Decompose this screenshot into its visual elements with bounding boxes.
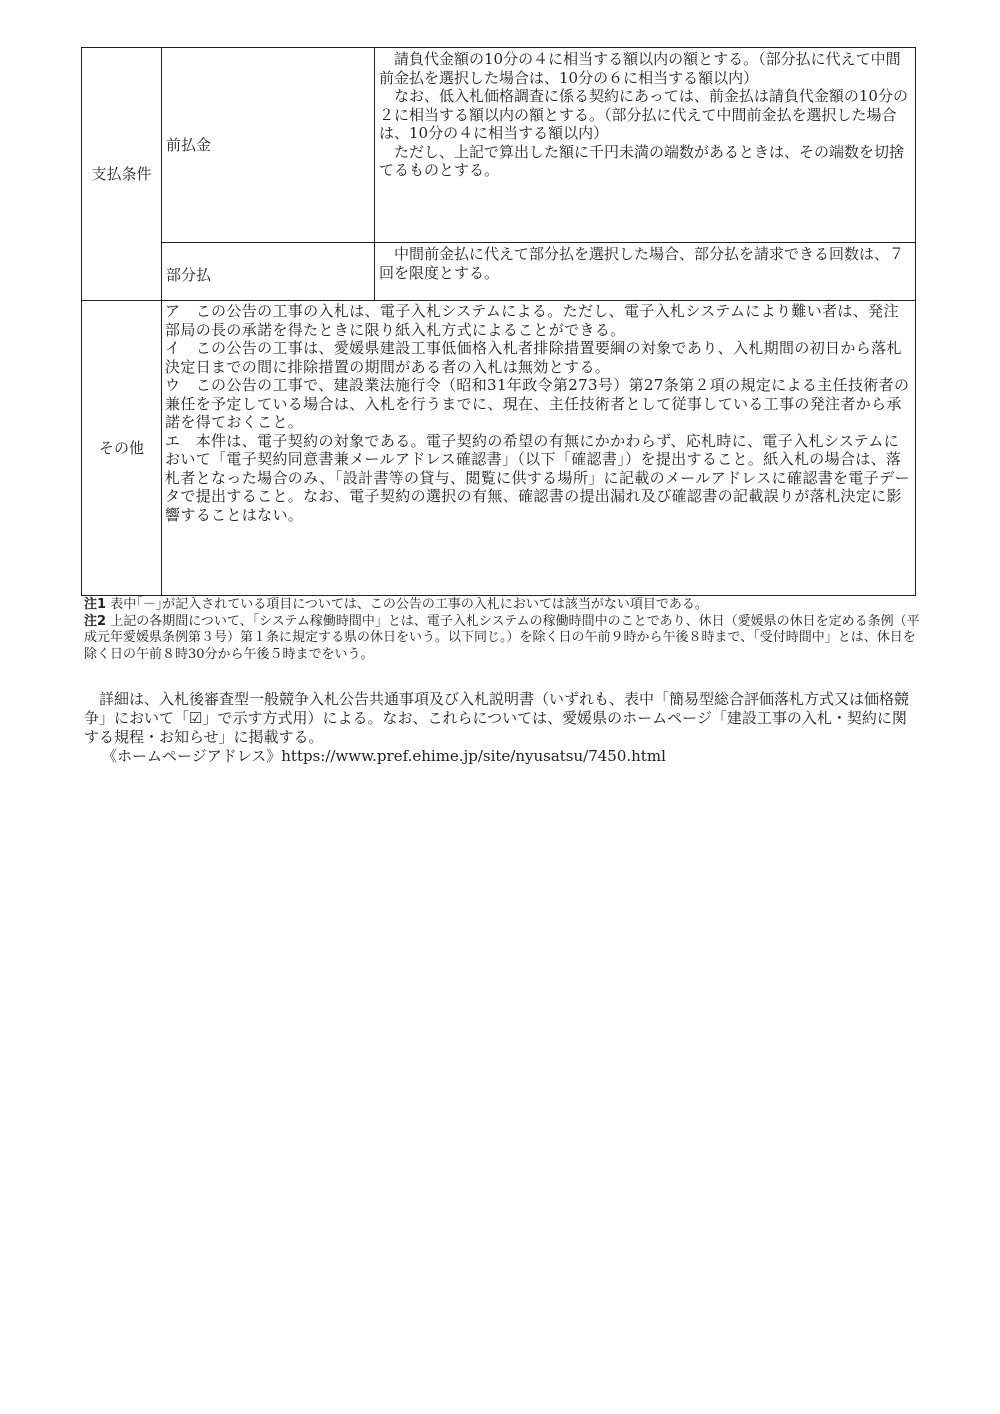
advance-payment-line: 請負代金額の10分の４に相当する額以内の額とする。（部分払に代えて中間前金払を選択した場合は、10分の６に相当する額以内） [379,50,901,87]
partial-payment-row [82,243,916,301]
note-2-label: 注2 [84,613,107,629]
other-item: エ 本件は、電子契約の対象である。電子契約の希望の有無にかかわらず、応札時に、電子入札システムにおいて「電子契約同意書兼メールアドレス確認書」（以下「確認書」）を提出すること。紙入札の場合は、落札者となった場合のみ、「設計書等の貸与、閲覧に供する場所」に記載のメールアドレスに確認書を電子データで提出すること。なお、電子契約の選択の有無、確認書の提出漏れ及び確認書の記載誤りが落札決定に影響することはない。 [165,431,910,524]
other-item: ウ この公告の工事で、建設業法施行令（昭和31年政令第273号）第27条第２項の規定による主任技術者の兼任を予定している場合は、入札を行うまでに、現在、主任技術者として従事している工事の発注者から承諾を得ておくこと。 [165,376,910,431]
conditions-table [81,47,916,596]
note-1 [84,597,924,614]
advance-payment-label: 前払金 [162,48,375,243]
other-row [82,301,916,596]
detail-paragraph: 詳細は、入札後審査型一般競争入札公告共通事項及び入札説明書（いずれも、表中「簡易型総合評価落札方式又は価格競争」において「☑」で示す方式用）による。なお、これらについては、愛媛県のホームページ「建設工事の入札・契約に関する規程・お知らせ」に掲載する。 [84,690,910,746]
partial-payment-label: 部分払 [162,243,375,301]
other-item: イ この公告の工事は、愛媛県建設工事低価格入札者排除措置要綱の対象であり、入札期間の初日から落札決定日までの間に排除措置の期間がある者の入札は無効とする。 [165,339,902,376]
note-2 [84,614,924,664]
other-label: その他 [82,301,162,596]
other-item: ア この公告の工事の入札は、電子入札システムによる。ただし、電子入札システムにより難い者は、発注部局の長の承諾を得たときに限り紙入札方式によることができる。 [165,302,899,339]
advance-payment-line: なお、低入札価格調査に係る契約にあっては、前金払は請負代金額の10分の２に相当する額以内の額とする。（部分払に代えて中間前金払を選択した場合は、10分の４に相当する額以内） [379,87,908,142]
advance-payment-line: ただし、上記で算出した額に千円未満の端数があるときは、その端数を切捨てるものとする。 [379,142,905,179]
partial-payment-text: 中間前金払に代えて部分払を選択した場合、部分払を請求できる回数は、７回を限度とする。 [379,245,905,282]
note-1-text: 表中｢－｣が記入されている項目については、この公告の工事の入札においては該当がない項目である。 [110,597,708,612]
partial-payment-content [375,243,916,301]
note-2-text: 上記の各期間について、「システム稼働時間中」とは、電子入札システムの稼働時間中のことであり、休日（愛媛県の休日を定める条例（平成元年愛媛県条例第３号）第１条に規定する県の休日をいう。以下同じ。）を除く日の午前９時から午後８時まで、「受付時間中」とは、休日を除く日の午前８時30分から午後５時までをいう。 [84,613,920,662]
advance-payment-content [375,48,916,243]
detail-section [84,690,914,766]
notes-section [84,597,924,663]
advance-payment-row [82,48,916,243]
note-1-label: 注1 [84,597,107,612]
payment-conditions-label: 支払条件 [82,48,162,301]
other-content [162,301,916,596]
homepage-address[interactable]: 《ホームページアドレス》https://www.pref.ehime.jp/site/nyusatsu/7450.html [102,747,666,765]
